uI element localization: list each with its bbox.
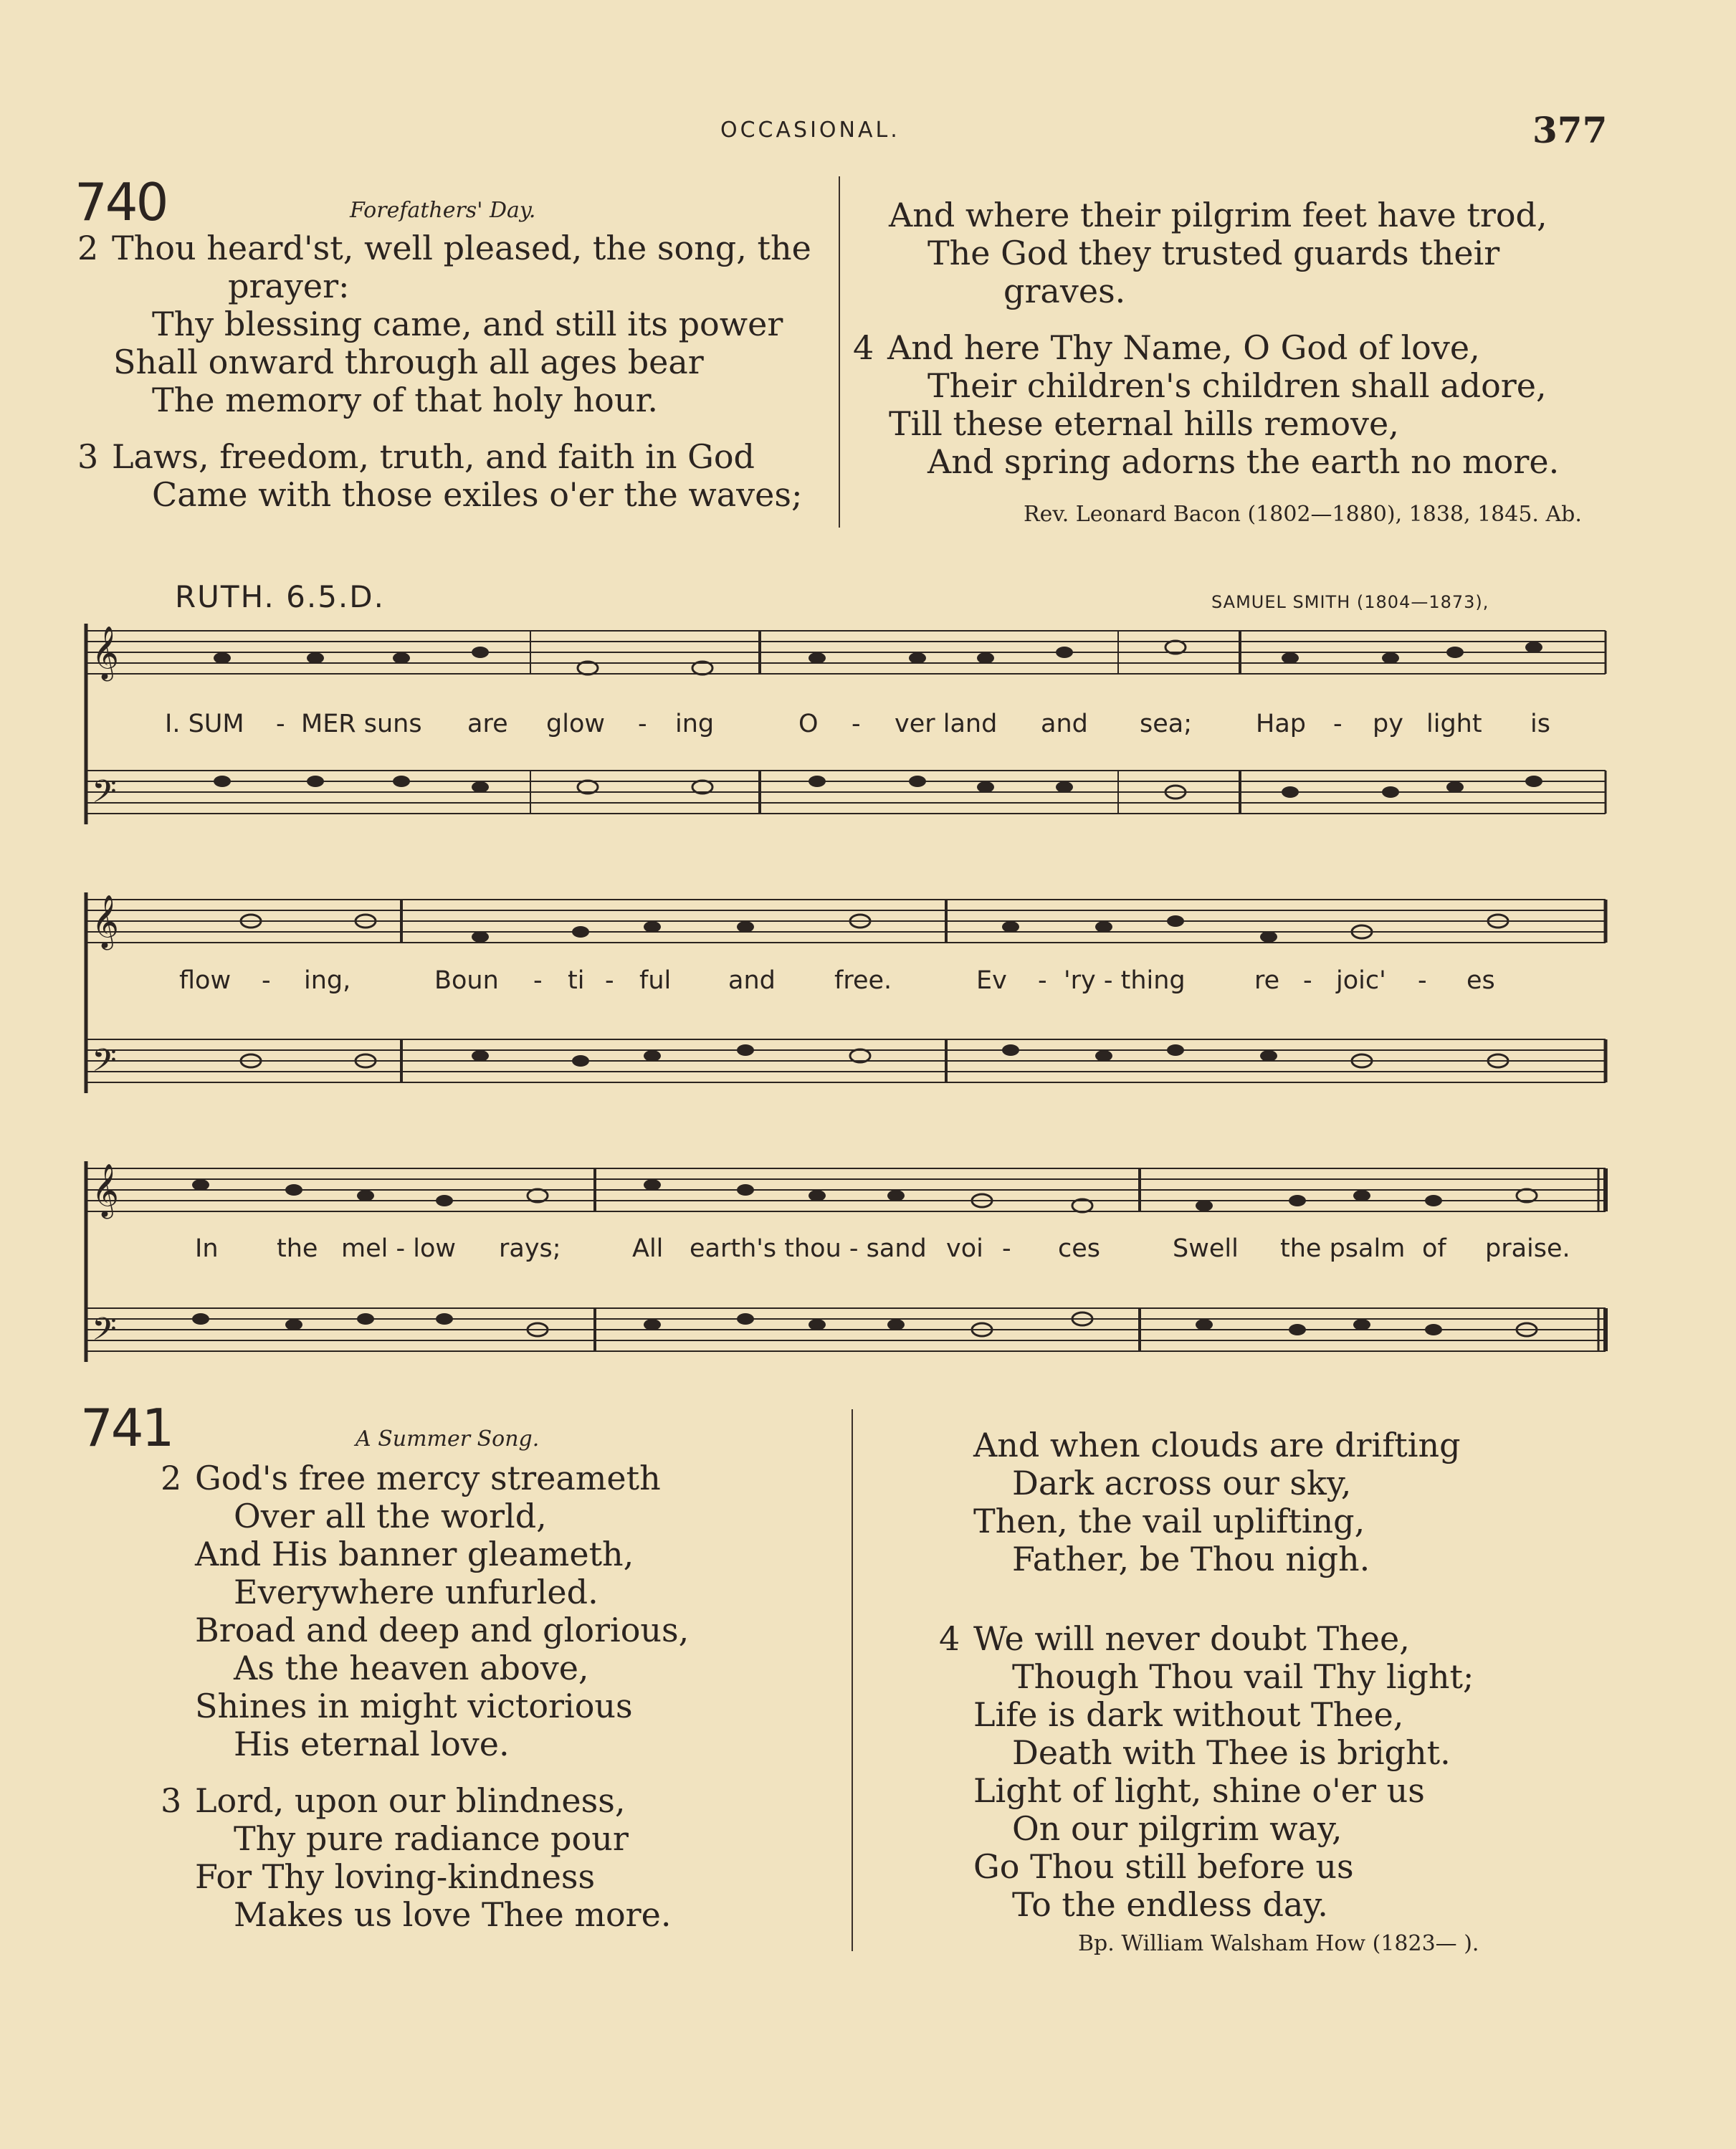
verse-line: 2 God's free mercy streameth [161,1459,661,1497]
lyric-syllable: Ev [976,966,1007,995]
verse-line: Till these eternal hills remove, [889,404,1399,443]
lyric-syllable: glow [546,710,605,738]
lyric-syllable: ing, [304,966,351,995]
verse-line: 2 Thou heard'st, well pleased, the song, the [77,229,811,267]
lyric-syllable: rays; [499,1234,561,1263]
hymn-740-occasion: Forefathers' Day. [350,198,536,223]
hymn-741-left-column [161,1459,689,1934]
lyric-syllable: voi [946,1234,983,1263]
verse-line: Life is dark without Thee, [973,1695,1404,1734]
column-divider [839,176,840,528]
svg-text:𝄢: 𝄢 [92,773,117,818]
verse-line: And when clouds are drifting [973,1426,1461,1464]
verse-line: To the endless day. [1012,1885,1328,1924]
svg-text:𝄞: 𝄞 [92,626,119,680]
running-header: OCCASIONAL. [720,118,900,143]
lyric-syllable: - [1303,966,1312,995]
lyric-syllable: the [277,1234,318,1263]
verse-line: Broad and deep and glorious, [195,1611,690,1649]
lyric-syllable: - [1418,966,1427,995]
lyric-syllable: light [1426,710,1482,738]
verse-line: Makes us love Thee more. [234,1895,672,1934]
svg-text:𝄢: 𝄢 [92,1042,117,1087]
lyric-syllable: earth's thou - sand [690,1234,927,1263]
lyric-syllable: 'ry - thing [1064,966,1186,995]
lyric-syllable: - [605,966,614,995]
verse-line: Came with those exiles o'er the waves; [152,475,803,514]
verse-line: Though Thou vail Thy light; [1012,1657,1474,1696]
lyric-syllable: - [1333,710,1342,738]
lyric-syllable: re [1254,966,1280,995]
lyric-syllable: es [1466,966,1495,995]
verse-line: Thy pure radiance pour [234,1819,629,1858]
lyric-syllable: - [638,710,647,738]
hymn-741-right-column [939,1426,1474,1924]
lyric-syllable: - [533,966,543,995]
lyric-syllable: and [1041,710,1088,738]
lyric-syllable: py [1373,710,1403,738]
verse-line: His eternal love. [234,1725,510,1763]
svg-text:𝄞: 𝄞 [92,1164,119,1217]
verse-line: 4 And here Thy Name, O God of love, [853,328,1480,367]
lyric-syllable: O [798,710,819,738]
lyric-syllable: ti [568,966,585,995]
verse-line: Their children's children shall adore, [927,366,1547,405]
verse-line: On our pilgrim way, [1012,1809,1342,1848]
verse-line: And spring adorns the earth no more. [927,442,1560,481]
verse-line: As the heaven above, [234,1649,589,1687]
verse-line: The God they trusted guards their [927,234,1500,272]
lyric-syllable: sea; [1140,710,1193,738]
lyric-syllable: - [276,710,285,738]
lyric-syllable: In [195,1234,219,1263]
verse-line: 4 We will never doubt Thee, [939,1619,1410,1658]
verse-line: Everywhere unfurled. [234,1573,598,1611]
verse-line: Dark across our sky, [1012,1464,1352,1502]
lyric-syllable: - [262,966,271,995]
verse-line: For Thy loving-kindness [195,1857,596,1896]
verse-line: Thy blessing came, and still its power [152,305,783,343]
verse-line: And where their pilgrim feet have trod, [889,196,1547,234]
lyric-syllable: flow [179,966,232,995]
verse-line: 3 Lord, upon our blindness, [161,1781,626,1820]
lyric-syllable: praise. [1485,1234,1570,1263]
verse-line: And His banner gleameth, [195,1535,634,1573]
lyric-syllable: of [1422,1234,1446,1263]
tune-name: RUTH. 6.5.D. [175,579,385,614]
svg-text:𝄞: 𝄞 [92,895,119,948]
verse-line: 3 Laws, freedom, truth, and faith in God [77,437,755,476]
lyric-syllable: Hap [1256,710,1306,738]
lyric-syllable: ing [675,710,715,738]
column-divider [852,1409,853,1951]
lyric-syllable: mel - low [341,1234,456,1263]
lyric-syllable: the psalm [1280,1234,1406,1263]
lyric-syllable: and [728,966,776,995]
verse-line: Death with Thee is bright. [1012,1733,1451,1772]
lyric-syllable: All [632,1234,664,1263]
hymn-740-left-column [77,229,811,514]
hymn-741-occasion: A Summer Song. [356,1426,540,1452]
lyric-syllable: ces [1058,1234,1101,1263]
verse-line: Shines in might victorious [195,1687,633,1725]
lyric-syllable: MER suns [301,710,422,738]
verse-line: Go Thou still before us [973,1847,1354,1886]
verse-line: Father, be Thou nigh. [1012,1540,1370,1578]
hymn-740-number: 740 [75,172,167,232]
lyric-syllable: free. [834,966,892,995]
verse-line: Light of light, shine o'er us [973,1771,1425,1810]
verse-line: Over all the world, [234,1497,547,1535]
page-number: 377 [1532,109,1608,151]
lyric-syllable: Boun [434,966,499,995]
verse-line: prayer: [228,267,350,305]
tune-composer: SAMUEL SMITH (1804—1873), [1211,592,1489,612]
svg-text:𝄢: 𝄢 [92,1310,117,1355]
lyric-syllable: are [467,710,508,738]
hymn-741-author: Bp. William Walsham How (1823— ). [1078,1931,1479,1956]
verse-line: graves. [1003,272,1126,310]
lyric-syllable: ful [639,966,672,995]
verse-line: The memory of that holy hour. [152,381,659,419]
lyric-syllable: - [852,710,861,738]
lyric-syllable: ver land [895,710,998,738]
verse-line: Shall onward through all ages bear [113,343,704,381]
lyric-syllable: - [1002,1234,1011,1263]
hymn-740-right-column [853,196,1559,481]
lyric-syllable: joic' [1336,966,1386,995]
lyric-syllable: is [1530,710,1550,738]
lyric-syllable: Swell [1173,1234,1239,1263]
verse-line: Then, the vail uplifting, [973,1502,1365,1540]
hymn-740-author: Rev. Leonard Bacon (1802—1880), 1838, 1845. Ab. [1024,502,1582,527]
lyric-syllable: I. SUM [165,710,244,738]
hymn-741-number: 741 [80,1398,173,1458]
lyric-syllable: - [1038,966,1047,995]
